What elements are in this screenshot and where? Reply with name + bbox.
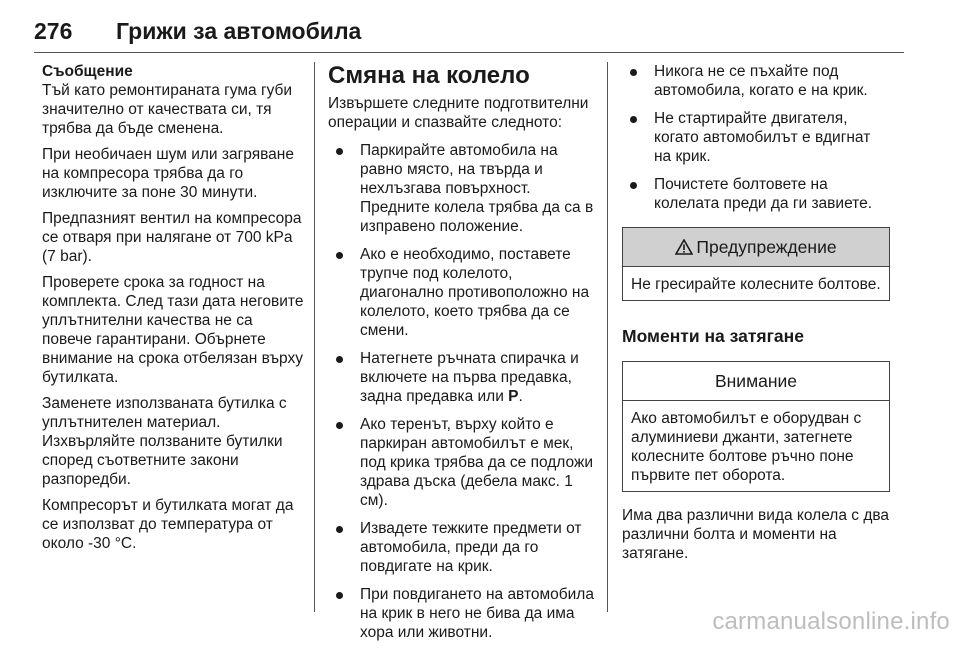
page-header xyxy=(34,12,904,53)
bullet-icon xyxy=(336,148,343,155)
message-heading: Съобщение xyxy=(42,63,133,80)
bullet-icon xyxy=(630,116,637,123)
bullet-icon xyxy=(336,252,343,259)
intro-text: Извършете следните подготвителни операции и спазвайте следното: xyxy=(328,95,589,131)
bullet-icon xyxy=(336,592,343,599)
chapter-title: Грижи за автомобила xyxy=(116,18,362,44)
gear-p-label: P xyxy=(508,388,519,405)
warning-text: Не гресирайте колесните болтове. xyxy=(631,276,881,293)
warning-box xyxy=(622,227,890,301)
list-item: Ако е необходимо, поставете трупче под колелото, диагонално противоположно на колелото, което трябва да се смени. xyxy=(328,245,594,340)
caution-text: Ако автомобилът е оборудван с алуминиеви джанти, затегнете колесните болтове ръчно поне първите пет оборота. xyxy=(631,410,862,484)
caution-header: Внимание xyxy=(623,362,889,401)
bullet-icon xyxy=(336,526,343,533)
closing-text: Има два различни вида колела с два различни болта и моменти на затягане. xyxy=(622,507,890,562)
section-title: Смяна на колело xyxy=(328,62,530,89)
list-item: Почистете болтовете на колелата преди да ги завиете. xyxy=(622,175,890,213)
paragraph: Компресорът и бутилката могат да се използват до температура от около -30 °C. xyxy=(42,497,294,552)
watermark: carmanualsonline.info xyxy=(712,608,950,635)
paragraph: Проверете срока за годност на комплекта. След тази дата неговите уплътнителни качества не са повече гарантирани. Обърнете внимание на срока отбелязан върху бутилката. xyxy=(42,274,304,386)
bullet-icon xyxy=(630,69,637,76)
column-middle xyxy=(328,62,594,651)
list-item: Ако теренът, върху който е паркиран автомобилът е мек, под крика трябва да се подложи здрава дъска (дебела макс. 1 см). xyxy=(328,415,594,510)
warning-title: Предупреждение xyxy=(696,237,837,257)
list-item: Натегнете ръчната спирачка и включете на първа предавка, задна предавка или P. xyxy=(328,349,594,406)
paragraph: Заменете използваната бутилка с уплътнителен материал. Изхвърляйте ползваните бутилки според съответните закони разпоредби. xyxy=(42,395,287,488)
bullet-list xyxy=(328,141,594,642)
bullet-icon xyxy=(336,356,343,363)
caution-box xyxy=(622,361,890,492)
paragraph: Предпазният вентил на компресора се отваря при налягане от 700 kPa (7 bar). xyxy=(42,210,302,265)
list-item: Не стартирайте двигателя, когато автомобилът е вдигнат на крик. xyxy=(622,109,890,166)
column-divider xyxy=(314,62,315,612)
column-left xyxy=(42,62,304,560)
list-item: При повдигането на автомобила на крик в него не бива да има хора или животни. xyxy=(328,585,594,642)
bullet-list xyxy=(622,62,890,213)
bullet-icon xyxy=(336,422,343,429)
subheading: Моменти на затягане xyxy=(622,326,804,346)
bullet-icon xyxy=(630,182,637,189)
column-right xyxy=(622,62,890,570)
warning-header xyxy=(623,228,889,267)
warning-triangle-icon xyxy=(675,239,693,255)
page-number: 276 xyxy=(34,18,73,44)
column-divider xyxy=(607,62,608,612)
paragraph: При необичаен шум или загряване на компресора трябва да го изключите за поне 30 минути. xyxy=(42,146,294,201)
message-text: Тъй като ремонтираната гума губи значително от качествата си, тя трябва да бъде сменена. xyxy=(42,82,293,137)
list-item: Никога не се пъхайте под автомобила, когато е на крик. xyxy=(622,62,890,100)
list-item: Извадете тежките предмети от автомобила, преди да го повдигате на крик. xyxy=(328,519,594,576)
list-item: Паркирайте автомобила на равно място, на твърда и нехлъзгава повърхност. Предните колела трябва да са в изправено положение. xyxy=(328,141,594,236)
